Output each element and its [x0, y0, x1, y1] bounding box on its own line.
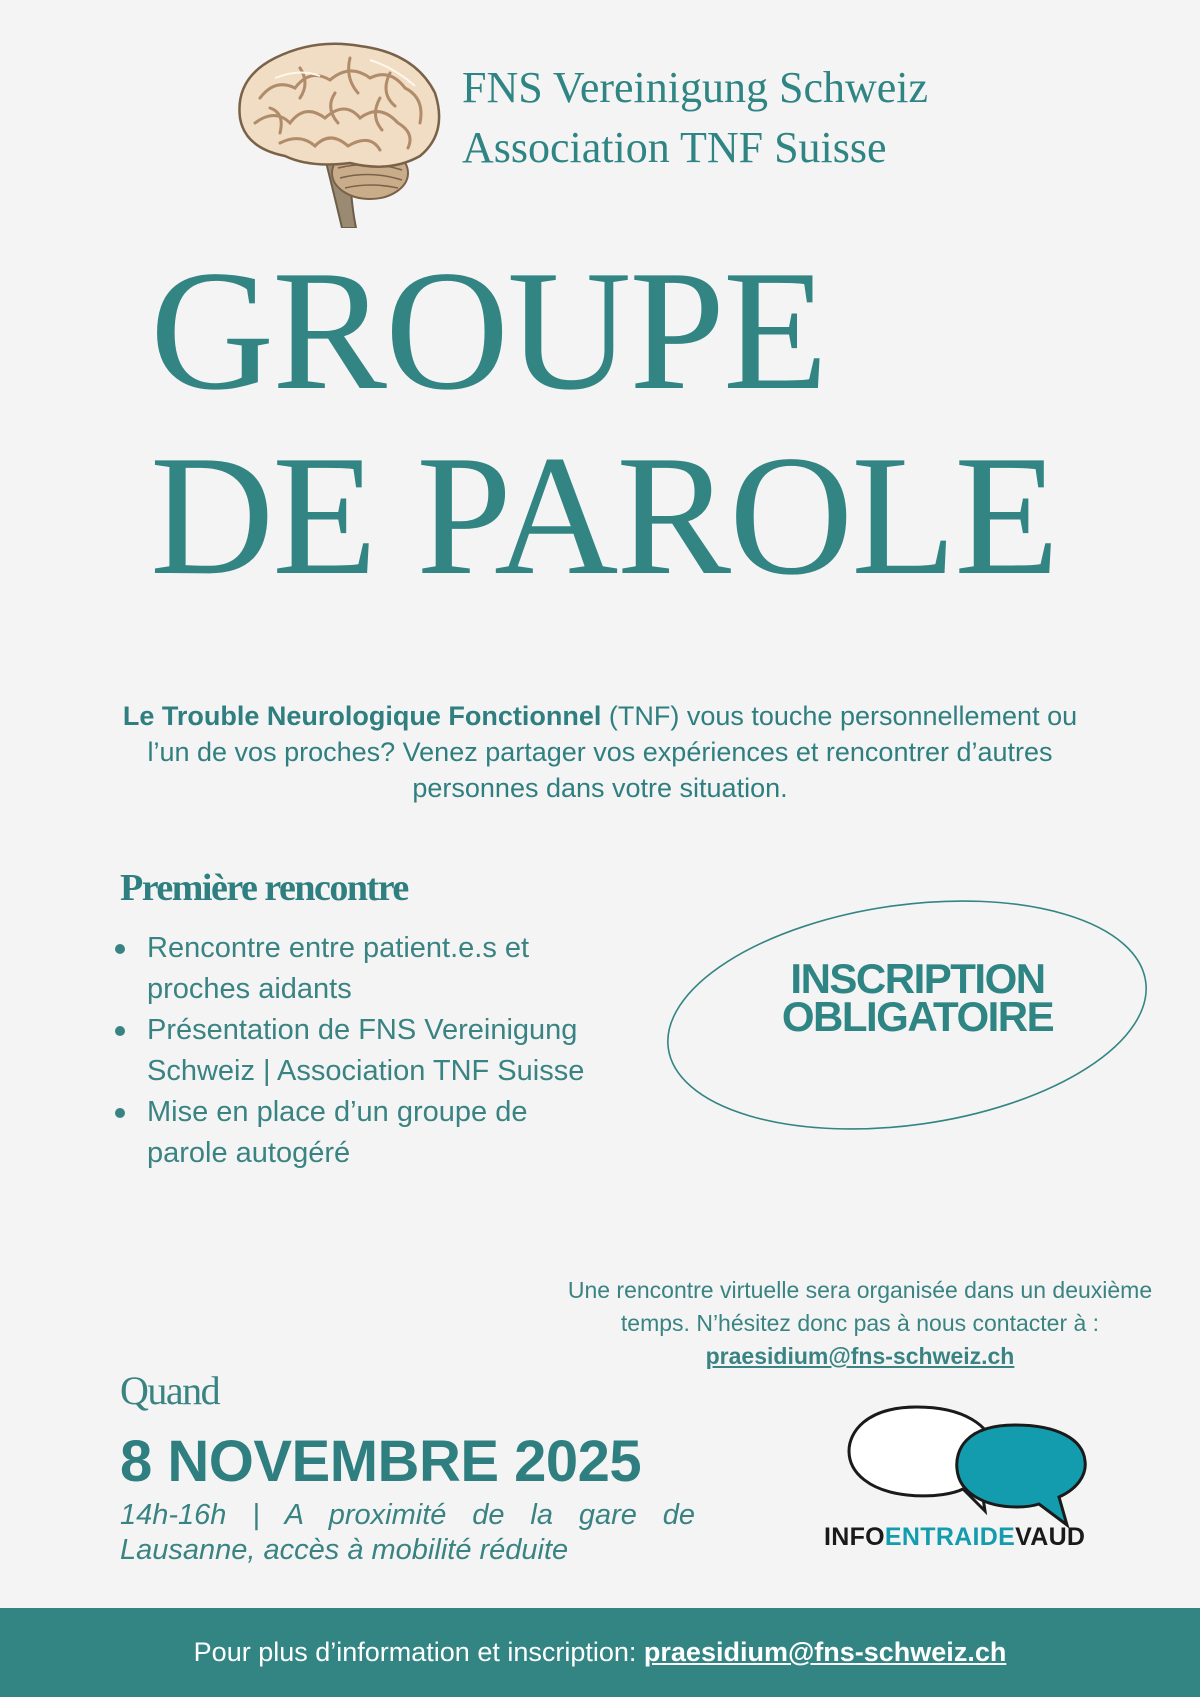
inscription-line2: OBLIGATOIRE	[781, 993, 1054, 1040]
logo-part-vaud: VAUD	[1015, 1523, 1086, 1551]
first-meeting-title: Première rencontre	[120, 867, 408, 909]
first-meeting-list	[110, 928, 590, 1174]
org-name-fr: Association TNF Suisse	[462, 123, 887, 172]
intro-text: (TNF) vous touche personnellement ou l’un de vos proches? Venez partager vos expériences et rencontrer d’autres personnes dans votre situation.	[147, 701, 1078, 803]
org-name-de: FNS Vereinigung Schweiz	[462, 63, 929, 112]
logo-part-info: INFO	[824, 1523, 885, 1551]
logo-part-entraide: ENTRAIDE	[884, 1523, 1016, 1551]
partner-logo-text	[824, 1523, 1085, 1552]
inscription-line1: INSCRIPTION	[790, 955, 1045, 1002]
list-item: Présentation de FNS Vereinigung Schweiz | Association TNF Suisse	[110, 1010, 590, 1092]
intro-paragraph	[100, 698, 1100, 806]
intro-bold: Le Trouble Neurologique Fonctionnel	[122, 701, 602, 731]
event-details: 14h-16h | A proximité de la gare de Lausanne, accès à mobilité réduite	[120, 1499, 695, 1566]
contact-email-link[interactable]: praesidium@fns-schweiz.ch	[705, 1343, 1015, 1369]
event-date: 8 NOVEMBRE 2025	[120, 1429, 642, 1494]
inscription-badge	[700, 955, 1135, 1040]
virtual-meeting-note	[560, 1274, 1160, 1373]
when-label: Quand	[120, 1368, 220, 1413]
footer-email-link[interactable]: praesidium@fns-schweiz.ch	[643, 1637, 1007, 1667]
page-title-line2: DE PAROLE	[150, 421, 1058, 611]
list-item: Rencontre entre patient.e.s et proches aidants	[110, 928, 590, 1010]
virtual-text: Une rencontre virtuelle sera organisée dans un deuxième temps. N’hésitez donc pas à nous contacter à :	[567, 1277, 1153, 1336]
page-title-line1: GROUPE	[150, 236, 827, 426]
list-item: Mise en place d’un groupe de parole autogéré	[110, 1092, 590, 1174]
brain-icon	[230, 38, 445, 228]
footer-text: Pour plus d’information et inscription:	[193, 1637, 644, 1667]
footer-bar	[0, 1608, 1200, 1697]
